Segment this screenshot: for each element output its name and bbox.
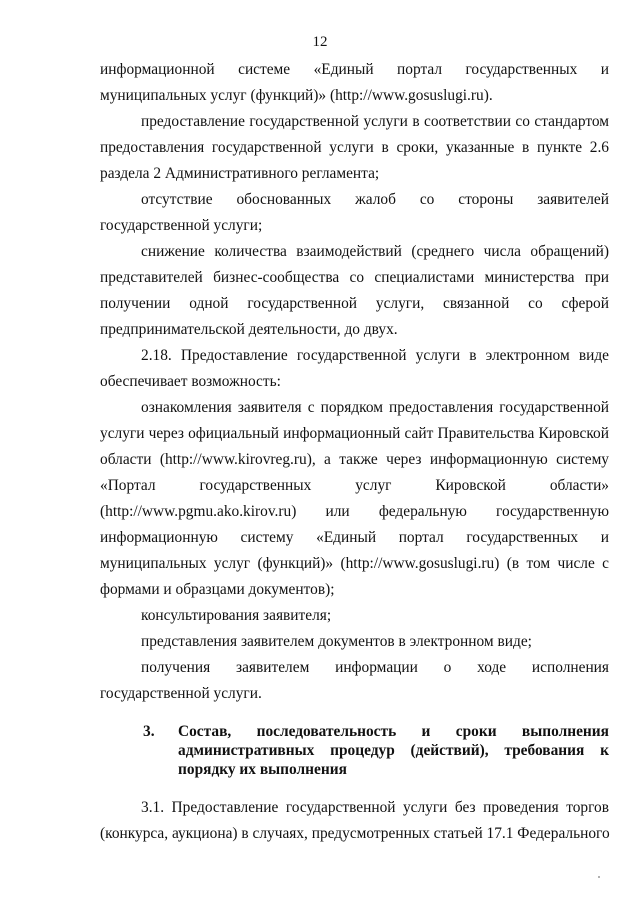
text-line: получении одной государственной услуги, связанной со сферой xyxy=(100,295,609,312)
section-number: 3. xyxy=(143,723,155,740)
text-line: консультирования заявителя; xyxy=(141,607,332,624)
text-line: муниципальных услуг (функций)» (http://www.gosuslugi.ru). xyxy=(100,87,493,104)
text-line: (конкурса, аукциона) в случаях, предусмотренных статьей 17.1 Федерального xyxy=(100,825,610,842)
text-line: формами и образцами документов); xyxy=(100,581,335,598)
text-line: представления заявителем документов в электронном виде; xyxy=(141,633,532,650)
text-line: предоставление государственной услуги в соответствии со стандартом xyxy=(141,113,609,130)
text-line: 2.18. Предоставление государственной услуги в электронном виде xyxy=(141,347,609,364)
section-title-line: Состав, последовательность и сроки выполнения xyxy=(178,723,609,740)
scan-speck xyxy=(598,876,600,878)
text-line: (http://www.pgmu.ako.kirov.ru) или федеральную государственную xyxy=(100,503,609,520)
text-line: муниципальных услуг (функций)» (http://www.gosuslugi.ru) (в том числе с xyxy=(100,555,609,572)
text-line: получения заявителем информации о ходе исполнения xyxy=(141,659,609,676)
text-line: ознакомления заявителя с порядком предоставления государственной xyxy=(141,399,609,416)
section-title-line: порядку их выполнения xyxy=(178,761,347,778)
text-line: 3.1. Предоставление государственной услуги без проведения торгов xyxy=(141,799,609,816)
text-line: снижение количества взаимодействий (среднего числа обращений) xyxy=(141,243,609,260)
text-line: услуги через официальный информационный сайт Правительства Кировской xyxy=(100,425,609,442)
text-line: государственной услуги. xyxy=(100,685,262,702)
text-line: области (http://www.kirovreg.ru), а также через информационную систему xyxy=(100,451,609,468)
text-line: предпринимательской деятельности, до двух. xyxy=(100,321,398,338)
text-line: информационную систему «Единый портал государственных и xyxy=(100,529,609,546)
text-line: обеспечивает возможность: xyxy=(100,373,281,390)
text-line: предоставления государственной услуги в сроки, указанные в пункте 2.6 xyxy=(100,139,609,156)
text-line: «Портал государственных услуг Кировской области» xyxy=(100,477,609,494)
text-line: представителей бизнес-сообщества со специалистами министерства при xyxy=(100,269,609,286)
text-line: государственной услуги; xyxy=(100,217,263,234)
text-line: информационной системе «Единый портал государственных и xyxy=(100,61,609,78)
text-line: раздела 2 Административного регламента; xyxy=(100,165,380,182)
section-title-line: административных процедур (действий), требования к xyxy=(178,742,609,759)
page-number: 12 xyxy=(312,34,328,50)
text-line: отсутствие обоснованных жалоб со стороны заявителей xyxy=(141,191,609,208)
